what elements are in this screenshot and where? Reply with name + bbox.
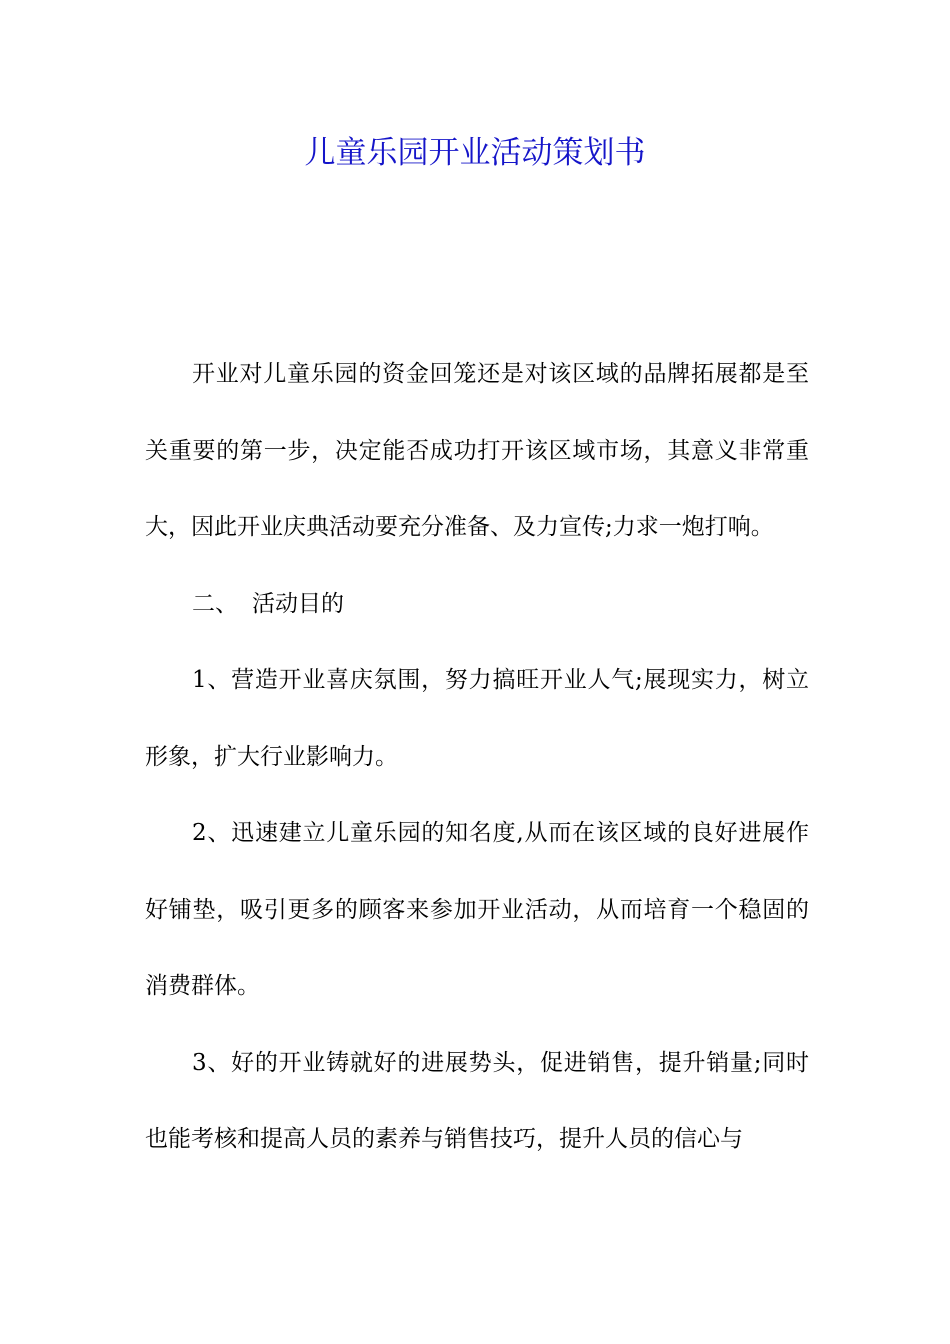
intro-paragraph: 开业对儿童乐园的资金回笼还是对该区域的品牌拓展都是至关重要的第一步，决定能否成功打开该区域市场，其意义非常重大，因此开业庆典活动要充分准备、及力宣传;力求一炮打响。 xyxy=(145,361,809,540)
section-number: 二、 xyxy=(192,590,238,617)
objective-item-2: 2、迅速建立儿童乐园的知名度,从而在该区域的良好进展作好铺垫，吸引更多的顾客来参加开业活动，从而培育一个稳固的消费群体。 xyxy=(145,820,809,999)
section-heading xyxy=(145,566,809,643)
document-body xyxy=(145,336,809,1178)
section-title: 活动目的 xyxy=(252,590,344,617)
document-title: 儿童乐园开业活动策划书 xyxy=(304,135,646,171)
objective-item-1: 1、营造开业喜庆氛围，努力搞旺开业人气;展现实力，树立形象，扩大行业影响力。 xyxy=(145,667,809,770)
objective-item-3: 3、好的开业铸就好的进展势头，促进销售，提升销量;同时也能考核和提高人员的素养与销售技巧，提升人员的信心与 xyxy=(145,1049,809,1152)
